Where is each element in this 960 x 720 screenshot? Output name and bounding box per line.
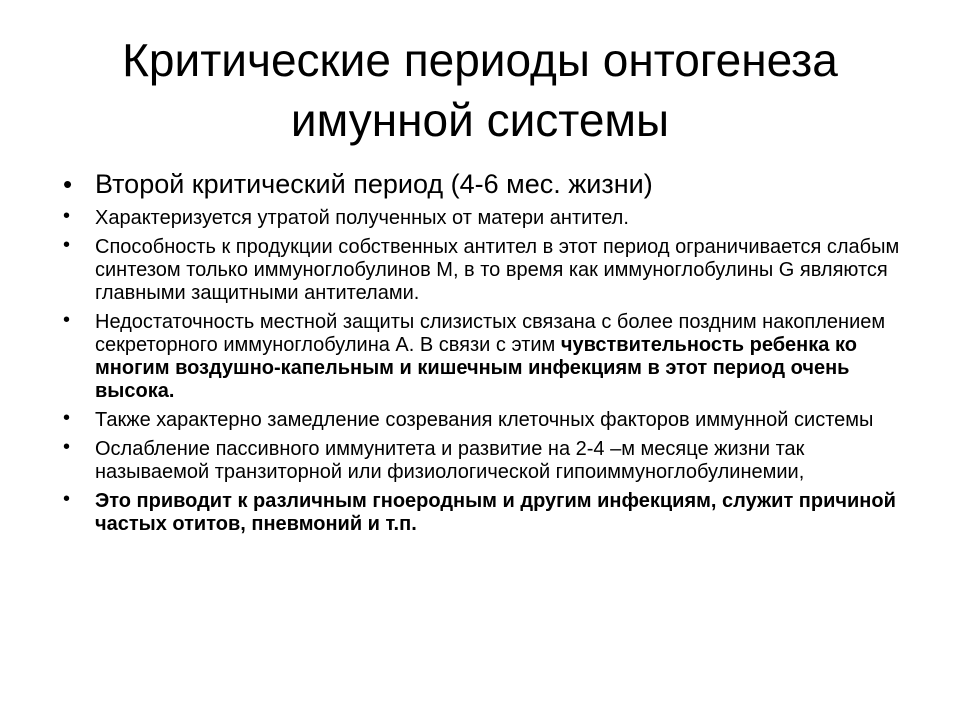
bullet-item-7 [60,490,910,536]
bullet-dot-icon: • [63,234,71,256]
bullet-item-4 [60,311,910,403]
bullet-dot-icon: • [63,407,71,429]
bullet-item-3 [60,236,910,305]
bullet-text: Это приводит к различным гноеродным и другим инфекциям, служит причиной частых отитов, пневмоний и т.п. [95,490,896,535]
bullet-text [95,311,910,403]
bullet-dot-icon: • [63,488,71,510]
slide-title-line-1: Критические периоды онтогенеза [122,34,838,86]
bullet-dot-icon: • [63,309,71,331]
bullet-dot-icon: • [63,436,71,458]
bullet-item-2 [60,207,910,230]
slide-title [40,30,920,150]
bullet-list [60,168,910,542]
bullet-dot-icon: • [63,205,71,227]
bullet-text: Также характерно замедление созревания клеточных факторов иммунной системы [95,409,874,431]
bullet-text: Второй критический период (4-6 мес. жизни) [95,169,653,199]
slide-title-line-2: имунной системы [290,94,670,146]
bullet-item-1 [60,168,910,201]
bullet-text-bold: чувствительность ребенка ко многим воздушно-капельным и кишечным инфекциям в этот период очень высока. [95,334,857,402]
bullet-text-normal: Недостаточность местной защиты слизистых связана с более поздним накоплением секреторного иммуноглобулина А. В связи с этим [95,311,886,356]
bullet-text: Характеризуется утратой полученных от матери антител. [95,207,629,229]
bullet-text: Способность к продукции собственных антител в этот период ограничивается слабым синтезом только иммуноглобулинов М, в то время как иммуноглобулины G являются главными защитными антителами. [95,236,900,304]
bullet-dot-icon: • [63,169,73,199]
bullet-text: Ослабление пассивного иммунитета и развитие на 2-4 –м месяце жизни так называемой транзиторной или физиологической гипоиммуноглобулинемии, [95,438,805,483]
bullet-item-6 [60,438,910,484]
bullet-item-5 [60,409,910,432]
